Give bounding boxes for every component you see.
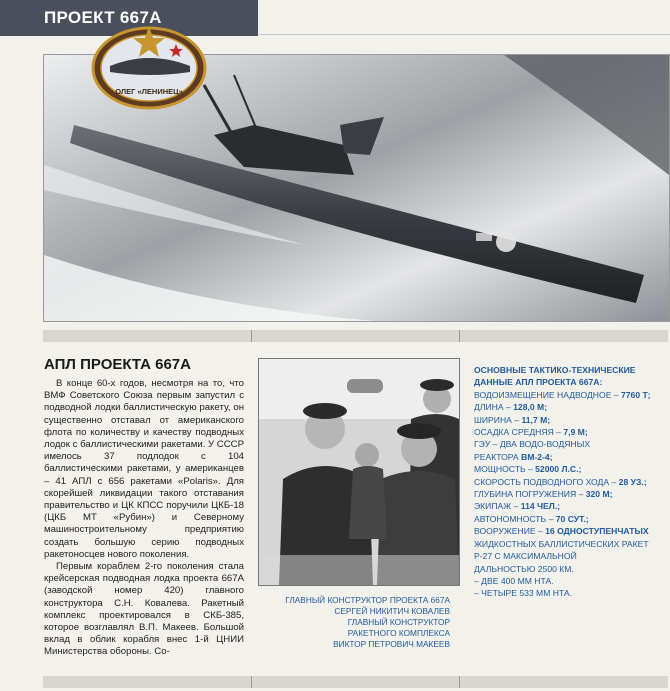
spec-label: ВООРУЖЕНИЕ – — [474, 526, 546, 537]
badge-text: ОЛЕГ «ЛЕНИНЕЦ» — [115, 87, 183, 96]
photo-caption — [258, 595, 450, 650]
specs-title: ДАННЫЕ АПЛ ПРОЕКТА 667А: — [474, 377, 603, 388]
spec-label: Р-27 С МАКСИМАЛЬНОЙ — [474, 551, 577, 562]
designers-photo-illustration — [259, 359, 459, 585]
caption-line: ГЛАВНЫЙ КОНСТРУКТОР — [347, 617, 450, 627]
caption-line: РАКЕТНОГО КОМПЛЕКСА — [347, 628, 450, 638]
spec-item — [474, 575, 670, 587]
spec-value: 128,0 М; — [513, 402, 548, 413]
footer-divider — [43, 676, 668, 688]
spec-item — [474, 476, 670, 488]
spec-value: 320 М; — [585, 489, 613, 500]
spec-value: 16 ОДНОСТУПЕНЧАТЫХ — [545, 526, 649, 537]
spec-value: ВМ-2-4; — [521, 451, 553, 462]
spec-item — [474, 451, 670, 463]
caption-line: СЕРГЕЙ НИКИТИЧ КОВАЛЕВ — [334, 606, 450, 616]
spec-item — [474, 538, 670, 550]
spec-value: 70 СУТ.; — [555, 513, 589, 524]
project-badge-emblem — [90, 20, 208, 116]
spec-item — [474, 426, 670, 438]
caption-line: ГЛАВНЫЙ КОНСТРУКТОР ПРОЕКТА 667А — [285, 595, 450, 605]
spec-item — [474, 500, 670, 512]
caption-line: ВИКТОР ПЕТРОВИЧ МАКЕЕВ — [333, 639, 450, 649]
spec-label: ДЛИНА – — [474, 402, 514, 413]
spec-value: 28 УЗ.; — [618, 476, 647, 487]
spec-label: ВОДОИЗМЕЩЕНИЕ НАДВОДНОЕ – — [474, 389, 621, 400]
spec-label: ШИРИНА – — [474, 414, 522, 425]
spec-label: РЕАКТОРА — [474, 451, 522, 462]
spec-item — [474, 401, 670, 413]
spec-item — [474, 550, 670, 562]
spec-label: – ЧЕТЫРЕ 533 ММ НТА. — [474, 588, 573, 599]
spec-label: ГЛУБИНА ПОГРУЖЕНИЯ – — [474, 489, 586, 500]
section-divider — [43, 330, 668, 342]
spec-item — [474, 488, 670, 500]
section-title: АПЛ ПРОЕКТА 667А — [44, 356, 191, 373]
spec-value: 52000 Л.С.; — [535, 464, 582, 475]
spec-value: 11,7 М; — [521, 414, 551, 425]
designers-photo — [258, 358, 460, 586]
spec-label: СКОРОСТЬ ПОДВОДНОГО ХОДА – — [474, 476, 619, 487]
spec-label: – ДВЕ 400 ММ НТА. — [474, 575, 554, 586]
header-rule — [258, 34, 670, 35]
spec-label: ГЭУ – ДВА ВОДО-ВОДЯНЫХ — [474, 439, 591, 450]
spec-value: 7,9 М; — [563, 427, 588, 438]
specs-panel — [474, 364, 670, 600]
spec-label: МОЩНОСТЬ – — [474, 464, 536, 475]
article-paragraph: В конце 60-х годов, несмотря на то, что ВМФ Советского Союза первым запустил с подводной лодки баллистическую ракету, он существенно отставал от американского флота по количеству и качеству подводных лодок с баллистическими ракетами. У СССР имелось 37 подлодок с 104 баллистическими ракетами, у американцев – 41 АПЛ с 656 ракетами «Polaris». Для скорейшей ликвидации такого отставания правительство и ЦК КПСС поручили ЦКБ-18 (ЦКБ МТ «Рубин») и Северному машиностроительному предприятию создать большую серию подводных ракетоносцев нового поколения. — [44, 378, 244, 560]
spec-item — [474, 414, 670, 426]
article-paragraph: Первым кораблем 2-го поколения стала крейсерская подводная лодка проекта 667А (заводской номер 420) главного конструктора С.Н. Ковалева. Ракетный комплекс проектировался в СКБ-385, которое возглавлял В.П. Макеев. Большой вклад в облик корабля внес 1-й ЦНИИ Министерства обороны. Со- — [44, 561, 244, 658]
spec-label: АВТОНОМНОСТЬ – — [474, 513, 556, 524]
spec-item — [474, 587, 670, 599]
spec-item — [474, 563, 670, 575]
spec-item — [474, 438, 670, 450]
spec-label: ДАЛЬНОСТЬЮ 2500 КМ. — [474, 563, 574, 574]
spec-label: ОСАДКА СРЕДНЯЯ – — [474, 427, 564, 438]
spec-item — [474, 525, 670, 537]
spec-item — [474, 389, 670, 401]
spec-value: 7760 Т; — [620, 389, 651, 400]
spec-label: ЭКИПАЖ – — [474, 501, 521, 512]
spec-item — [474, 463, 670, 475]
spec-value: 114 ЧЕЛ.; — [520, 501, 561, 512]
spec-label: ЖИДКОСТНЫХ БАЛЛИСТИЧЕСКИХ РАКЕТ — [474, 538, 649, 549]
page-title: ПРОЕКТ 667А — [44, 8, 162, 27]
spec-item — [474, 513, 670, 525]
specs-title: ОСНОВНЫЕ ТАКТИКО-ТЕХНИЧЕСКИЕ — [474, 365, 636, 375]
article-body — [44, 378, 244, 659]
